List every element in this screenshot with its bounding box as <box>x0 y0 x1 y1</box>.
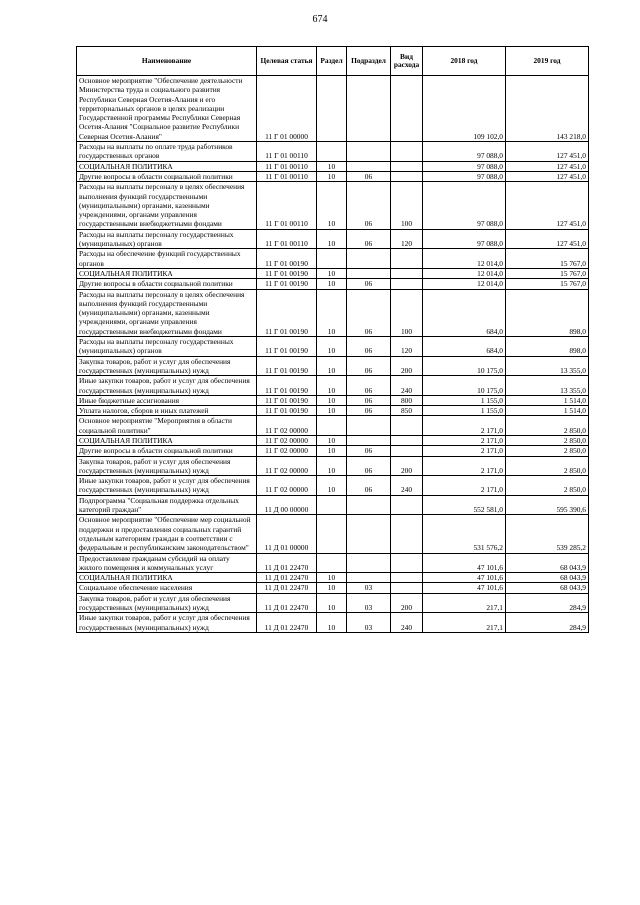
cell-amount-2018: 684,0 <box>423 289 506 336</box>
cell-name: Расходы на выплаты персоналу в целях обеспечения выполнения функций государственными (муниципальными) органами, казенными учреждениями, органами управления государственными внебюджетными фондами <box>77 289 257 336</box>
cell-amount-2019: 15 767,0 <box>506 279 589 289</box>
table-row <box>77 435 589 445</box>
cell-name: СОЦИАЛЬНАЯ ПОЛИТИКА <box>77 435 257 445</box>
cell-amount-2018: 217,1 <box>423 613 506 633</box>
cell-target-article: 11 Г 01 00110 <box>257 229 317 249</box>
cell-name: Иные бюджетные ассигнования <box>77 395 257 405</box>
budget-table <box>76 46 589 633</box>
cell-expense-type: 200 <box>391 593 423 613</box>
cell-target-article: 11 Г 02 00000 <box>257 476 317 496</box>
cell-name: Закупка товаров, работ и услуг для обеспечения государственных (муниципальных) нужд <box>77 593 257 613</box>
cell-amount-2019: 13 355,0 <box>506 356 589 376</box>
cell-section <box>317 249 347 269</box>
cell-expense-type <box>391 268 423 278</box>
cell-expense-type <box>391 76 423 142</box>
cell-name: Расходы на выплаты персоналу государственных (муниципальных) органов <box>77 229 257 249</box>
cell-amount-2018: 47 101,6 <box>423 583 506 593</box>
cell-section: 10 <box>317 573 347 583</box>
cell-name: Закупка товаров, работ и услуг для обеспечения государственных (муниципальных) нужд <box>77 456 257 476</box>
cell-expense-type: 200 <box>391 456 423 476</box>
cell-target-article: 11 Д 01 22470 <box>257 583 317 593</box>
cell-target-article: 11 Г 01 00190 <box>257 356 317 376</box>
cell-target-article: 11 Г 01 00190 <box>257 376 317 396</box>
cell-subsection <box>347 515 391 553</box>
cell-amount-2019: 68 043,9 <box>506 573 589 583</box>
cell-section: 10 <box>317 435 347 445</box>
cell-expense-type: 120 <box>391 337 423 357</box>
cell-amount-2019: 68 043,9 <box>506 553 589 573</box>
cell-name: Социальное обеспечение населения <box>77 583 257 593</box>
table-row <box>77 229 589 249</box>
table-row <box>77 376 589 396</box>
cell-amount-2019: 2 850,0 <box>506 435 589 445</box>
cell-amount-2018: 552 581,0 <box>423 495 506 515</box>
cell-target-article: 11 Г 02 00000 <box>257 456 317 476</box>
cell-name: СОЦИАЛЬНАЯ ПОЛИТИКА <box>77 161 257 171</box>
cell-expense-type <box>391 435 423 445</box>
cell-target-article: 11 Д 01 22470 <box>257 593 317 613</box>
cell-amount-2019: 143 218,0 <box>506 76 589 142</box>
cell-expense-type <box>391 279 423 289</box>
cell-name: Предоставление гражданам субсидий на оплату жилого помещения и коммунальных услуг <box>77 553 257 573</box>
cell-section: 10 <box>317 229 347 249</box>
cell-amount-2018: 1 155,0 <box>423 406 506 416</box>
cell-section: 10 <box>317 268 347 278</box>
table-row <box>77 553 589 573</box>
cell-amount-2019: 1 514,0 <box>506 406 589 416</box>
cell-target-article: 11 Г 01 00190 <box>257 279 317 289</box>
col-header-target-article: Целевая статья <box>257 47 317 76</box>
cell-name: Расходы на обеспечение функций государственных органов <box>77 249 257 269</box>
cell-subsection <box>347 495 391 515</box>
cell-expense-type: 850 <box>391 406 423 416</box>
cell-subsection: 03 <box>347 583 391 593</box>
cell-section: 10 <box>317 613 347 633</box>
cell-subsection <box>347 249 391 269</box>
table-row <box>77 446 589 456</box>
table-row <box>77 515 589 553</box>
col-header-2018: 2018 год <box>423 47 506 76</box>
cell-amount-2019: 284,9 <box>506 593 589 613</box>
cell-amount-2019: 284,9 <box>506 613 589 633</box>
cell-expense-type: 120 <box>391 229 423 249</box>
col-header-2019: 2019 год <box>506 47 589 76</box>
table-row <box>77 76 589 142</box>
cell-section: 10 <box>317 171 347 181</box>
cell-target-article: 11 Г 01 00110 <box>257 142 317 162</box>
cell-subsection <box>347 435 391 445</box>
table-row <box>77 456 589 476</box>
cell-expense-type: 240 <box>391 613 423 633</box>
cell-subsection: 06 <box>347 182 391 229</box>
cell-name: Другие вопросы в области социальной политики <box>77 446 257 456</box>
table-row <box>77 593 589 613</box>
cell-amount-2019: 127 451,0 <box>506 182 589 229</box>
cell-amount-2019: 68 043,9 <box>506 583 589 593</box>
table-row <box>77 613 589 633</box>
cell-amount-2018: 531 576,2 <box>423 515 506 553</box>
col-header-section: Раздел <box>317 47 347 76</box>
cell-name: Уплата налогов, сборов и иных платежей <box>77 406 257 416</box>
cell-subsection: 06 <box>347 456 391 476</box>
cell-amount-2018: 2 171,0 <box>423 456 506 476</box>
cell-target-article: 11 Г 01 00190 <box>257 406 317 416</box>
cell-subsection: 06 <box>347 229 391 249</box>
cell-expense-type <box>391 142 423 162</box>
table-header-row <box>77 47 589 76</box>
cell-section: 10 <box>317 337 347 357</box>
cell-amount-2018: 97 088,0 <box>423 161 506 171</box>
cell-amount-2019: 15 767,0 <box>506 268 589 278</box>
cell-expense-type <box>391 495 423 515</box>
cell-name: Расходы на выплаты персоналу государственных (муниципальных) органов <box>77 337 257 357</box>
table-row <box>77 142 589 162</box>
col-header-expense-type: Вид расхода <box>391 47 423 76</box>
cell-target-article: 11 Г 02 00000 <box>257 446 317 456</box>
cell-section: 10 <box>317 356 347 376</box>
cell-expense-type <box>391 171 423 181</box>
cell-amount-2018: 684,0 <box>423 337 506 357</box>
cell-expense-type <box>391 446 423 456</box>
cell-subsection <box>347 573 391 583</box>
cell-amount-2018: 12 014,0 <box>423 279 506 289</box>
cell-subsection <box>347 268 391 278</box>
cell-target-article: 11 Г 01 00190 <box>257 268 317 278</box>
cell-amount-2018: 217,1 <box>423 593 506 613</box>
cell-amount-2018: 10 175,0 <box>423 376 506 396</box>
cell-subsection <box>347 416 391 436</box>
table-row <box>77 279 589 289</box>
table-row <box>77 416 589 436</box>
cell-name: Иные закупки товаров, работ и услуг для обеспечения государственных (муниципальных) нужд <box>77 376 257 396</box>
cell-amount-2019: 15 767,0 <box>506 249 589 269</box>
cell-expense-type: 100 <box>391 182 423 229</box>
cell-target-article: 11 Д 01 22470 <box>257 553 317 573</box>
cell-amount-2018: 97 088,0 <box>423 182 506 229</box>
cell-name: Расходы на выплаты по оплате труда работников государственных органов <box>77 142 257 162</box>
cell-amount-2019: 539 285,2 <box>506 515 589 553</box>
cell-name: Основное мероприятие "Обеспечение мер социальной поддержки и предоставления социальных гарантий отдельным категориям граждан в соответствии с федеральным и республиканским законодательством" <box>77 515 257 553</box>
cell-amount-2019: 898,0 <box>506 337 589 357</box>
cell-subsection: 06 <box>347 406 391 416</box>
cell-amount-2018: 97 088,0 <box>423 229 506 249</box>
table-row <box>77 356 589 376</box>
cell-amount-2019: 127 451,0 <box>506 161 589 171</box>
cell-target-article: 11 Г 01 00190 <box>257 249 317 269</box>
cell-expense-type: 240 <box>391 476 423 496</box>
cell-section <box>317 76 347 142</box>
cell-amount-2018: 10 175,0 <box>423 356 506 376</box>
cell-subsection: 06 <box>347 289 391 336</box>
cell-amount-2018: 2 171,0 <box>423 435 506 445</box>
cell-target-article: 11 Г 01 00190 <box>257 395 317 405</box>
cell-name: Иные закупки товаров, работ и услуг для обеспечения государственных (муниципальных) нужд <box>77 613 257 633</box>
cell-expense-type <box>391 515 423 553</box>
cell-subsection: 06 <box>347 171 391 181</box>
cell-section: 10 <box>317 182 347 229</box>
cell-subsection: 06 <box>347 279 391 289</box>
cell-subsection: 06 <box>347 376 391 396</box>
cell-subsection: 06 <box>347 446 391 456</box>
cell-expense-type <box>391 583 423 593</box>
cell-expense-type <box>391 573 423 583</box>
cell-expense-type: 240 <box>391 376 423 396</box>
table-row <box>77 337 589 357</box>
cell-amount-2019: 2 850,0 <box>506 456 589 476</box>
cell-amount-2018: 2 171,0 <box>423 446 506 456</box>
cell-target-article: 11 Г 01 00110 <box>257 182 317 229</box>
table-row <box>77 268 589 278</box>
cell-amount-2018: 12 014,0 <box>423 249 506 269</box>
cell-name: Другие вопросы в области социальной политики <box>77 279 257 289</box>
cell-section: 10 <box>317 593 347 613</box>
cell-section <box>317 553 347 573</box>
cell-name: СОЦИАЛЬНАЯ ПОЛИТИКА <box>77 573 257 583</box>
cell-subsection: 06 <box>347 395 391 405</box>
table-row <box>77 395 589 405</box>
cell-amount-2018: 1 155,0 <box>423 395 506 405</box>
table-row <box>77 249 589 269</box>
cell-section: 10 <box>317 583 347 593</box>
cell-target-article: 11 Д 01 22470 <box>257 573 317 583</box>
cell-section: 10 <box>317 289 347 336</box>
table-row <box>77 583 589 593</box>
cell-target-article: 11 Г 01 00190 <box>257 337 317 357</box>
cell-section: 10 <box>317 456 347 476</box>
cell-name: Другие вопросы в области социальной политики <box>77 171 257 181</box>
cell-amount-2019: 2 850,0 <box>506 416 589 436</box>
cell-name: Закупка товаров, работ и услуг для обеспечения государственных (муниципальных) нужд <box>77 356 257 376</box>
cell-name: Основное мероприятие "Обеспечение деятельности Министерства труда и социального развития Республики Северная Осетия-Алания и его территориальных органов в целях реализации Государственной программы Республики Северная Осетия-Алания "Социальное развитие Республики Северная Осетия-Алания" <box>77 76 257 142</box>
col-header-name: Наименование <box>77 47 257 76</box>
cell-amount-2018: 47 101,6 <box>423 573 506 583</box>
cell-subsection <box>347 76 391 142</box>
cell-amount-2018: 97 088,0 <box>423 171 506 181</box>
cell-target-article: 11 Д 01 00000 <box>257 515 317 553</box>
cell-amount-2019: 127 451,0 <box>506 229 589 249</box>
cell-subsection: 03 <box>347 593 391 613</box>
cell-name: Подпрограмма "Социальная поддержка отдельных категорий граждан" <box>77 495 257 515</box>
table-row <box>77 495 589 515</box>
cell-name: СОЦИАЛЬНАЯ ПОЛИТИКА <box>77 268 257 278</box>
cell-subsection <box>347 553 391 573</box>
cell-subsection <box>347 161 391 171</box>
cell-name: Иные закупки товаров, работ и услуг для обеспечения государственных (муниципальных) нужд <box>77 476 257 496</box>
table-row <box>77 289 589 336</box>
cell-amount-2018: 2 171,0 <box>423 416 506 436</box>
cell-amount-2019: 898,0 <box>506 289 589 336</box>
cell-target-article: 11 Г 01 00000 <box>257 76 317 142</box>
cell-subsection: 06 <box>347 337 391 357</box>
cell-expense-type <box>391 416 423 436</box>
cell-target-article: 11 Г 01 00110 <box>257 171 317 181</box>
cell-subsection: 03 <box>347 613 391 633</box>
cell-section <box>317 142 347 162</box>
cell-target-article: 11 Г 02 00000 <box>257 435 317 445</box>
cell-amount-2019: 2 850,0 <box>506 446 589 456</box>
cell-name: Основное мероприятие "Мероприятия в области социальной политики" <box>77 416 257 436</box>
cell-subsection: 06 <box>347 356 391 376</box>
table-row <box>77 182 589 229</box>
cell-section: 10 <box>317 476 347 496</box>
cell-expense-type: 800 <box>391 395 423 405</box>
cell-target-article: 11 Д 00 00000 <box>257 495 317 515</box>
cell-amount-2019: 1 514,0 <box>506 395 589 405</box>
cell-amount-2019: 595 390,6 <box>506 495 589 515</box>
cell-amount-2018: 109 102,0 <box>423 76 506 142</box>
table-row <box>77 573 589 583</box>
cell-section: 10 <box>317 161 347 171</box>
table-row <box>77 406 589 416</box>
cell-section <box>317 515 347 553</box>
cell-subsection <box>347 142 391 162</box>
cell-amount-2019: 127 451,0 <box>506 142 589 162</box>
table-row <box>77 171 589 181</box>
cell-section: 10 <box>317 376 347 396</box>
cell-target-article: 11 Г 02 00000 <box>257 416 317 436</box>
cell-section <box>317 495 347 515</box>
cell-target-article: 11 Д 01 22470 <box>257 613 317 633</box>
table-row <box>77 161 589 171</box>
cell-section: 10 <box>317 395 347 405</box>
cell-section: 10 <box>317 406 347 416</box>
cell-amount-2019: 2 850,0 <box>506 476 589 496</box>
cell-expense-type: 200 <box>391 356 423 376</box>
cell-expense-type: 100 <box>391 289 423 336</box>
cell-amount-2018: 47 101,6 <box>423 553 506 573</box>
cell-amount-2019: 13 355,0 <box>506 376 589 396</box>
cell-expense-type <box>391 249 423 269</box>
cell-name: Расходы на выплаты персоналу в целях обеспечения выполнения функций государственными (муниципальными) органами, казенными учреждениями, органами управления государственными внебюджетными фондами <box>77 182 257 229</box>
cell-section: 10 <box>317 446 347 456</box>
cell-amount-2018: 2 171,0 <box>423 476 506 496</box>
cell-amount-2018: 12 014,0 <box>423 268 506 278</box>
cell-section: 10 <box>317 279 347 289</box>
col-header-subsection: Подраздел <box>347 47 391 76</box>
cell-target-article: 11 Г 01 00110 <box>257 161 317 171</box>
cell-section <box>317 416 347 436</box>
page-number: 674 <box>312 14 328 25</box>
cell-target-article: 11 Г 01 00190 <box>257 289 317 336</box>
cell-subsection: 06 <box>347 476 391 496</box>
cell-expense-type <box>391 161 423 171</box>
cell-amount-2018: 97 088,0 <box>423 142 506 162</box>
table-row <box>77 476 589 496</box>
cell-expense-type <box>391 553 423 573</box>
cell-amount-2019: 127 451,0 <box>506 171 589 181</box>
